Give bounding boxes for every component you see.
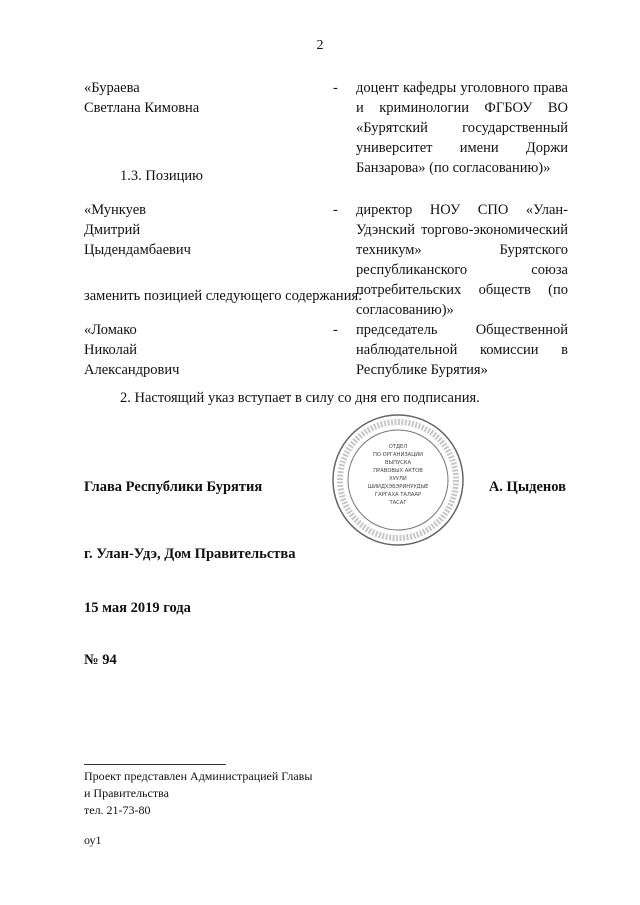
signature-position: Глава Республики Бурятия <box>84 479 263 495</box>
stamp-line: ПРАВОВЫХ АКТОВ <box>373 468 423 474</box>
stamp-line: ШИИДХЭБЭРИНУУДЫЕ <box>367 484 429 490</box>
person-description: директор НОУ СПО «Улан-Удэнский торгово-экономический техникум» Бурятского республиканского союза потребительских обществ (по согласованию)» <box>356 202 568 318</box>
footnote-divider <box>84 764 226 765</box>
stamp-line: ГАРГАХА ТАЛААР <box>374 492 422 498</box>
stamp-line: ПО ОРГАНИЗАЦИИ <box>372 452 424 458</box>
person-description: доцент кафедры уголовного права и криминологии ФГБОУ ВО «Бурятский государственный университет имени Доржи Банзарова» (по согласованию)» <box>356 80 568 176</box>
signing-date: 15 мая 2019 года <box>84 600 191 616</box>
person-name: «Бураева Светлана Кимовна <box>84 80 200 116</box>
person-description: председатель Общественной наблюдательной комиссии в Республике Бурятия» <box>356 322 568 378</box>
decree-number: № 94 <box>84 652 117 668</box>
person-entry-lomako <box>84 320 568 380</box>
stamp-line: ВЫПУСКА <box>384 460 412 466</box>
stamp-line: ТАСАГ <box>389 500 407 506</box>
signing-place: г. Улан-Удэ, Дом Правительства <box>84 546 296 562</box>
dash-separator: - <box>333 80 338 96</box>
dash-separator: - <box>333 202 338 218</box>
dash-separator: - <box>333 322 338 338</box>
person-name: «Ломако Николай Александрович <box>84 322 180 378</box>
round-seal-icon <box>330 412 466 548</box>
replace-instruction: заменить позицией следующего содержания: <box>84 288 363 304</box>
clause-2: 2. Настоящий указ вступает в силу со дня его подписания. <box>120 390 480 406</box>
signature-name: А. Цыденов <box>488 479 566 495</box>
person-name: «Мункуев Дмитрий Цыдендамбаевич <box>84 202 191 258</box>
page-number: 2 <box>316 38 324 53</box>
section-heading: 1.3. Позицию <box>120 168 203 184</box>
stamp-line: ХУУЛИ <box>389 476 407 482</box>
stamp-line: ОТДЕЛ <box>388 444 408 450</box>
footnote: Проект представлен Администрацией Главы и Правительства тел. 21-73-80 <box>84 769 313 817</box>
document-code: оу1 <box>84 833 102 847</box>
